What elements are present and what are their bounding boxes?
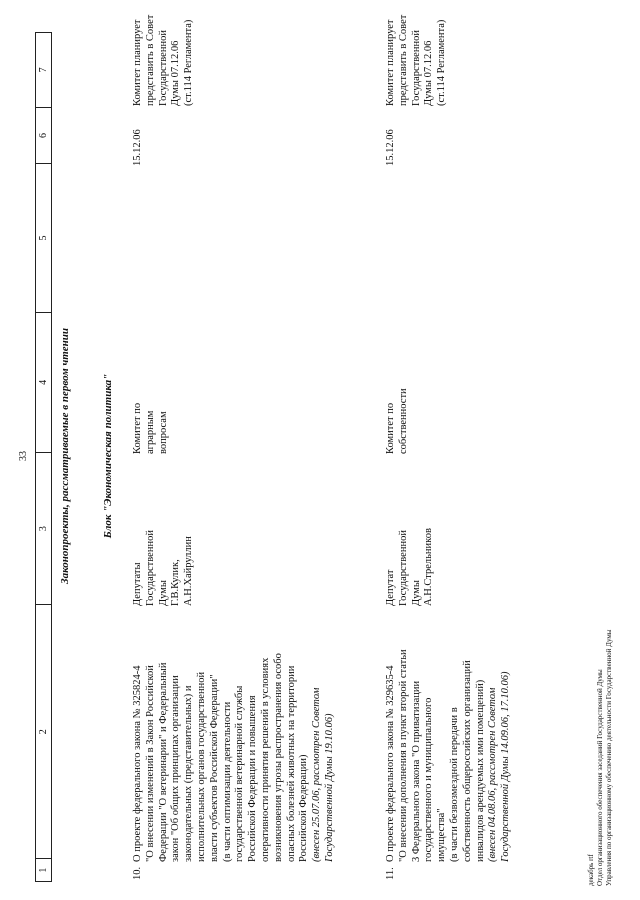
status-line: представить в Совет (144, 14, 156, 106)
column-number-row (35, 32, 52, 882)
bill-text-line: опасных болезней животных на территории (285, 665, 297, 862)
bill-note-line: (внесен 25.07.06, рассмотрен Советом (311, 687, 323, 862)
author-line: А.Н.Хайруллин (183, 536, 195, 606)
bill-text-line: государственной ветеринарной службы (234, 685, 246, 862)
committee (132, 314, 170, 454)
bill-text-line: власти субъектов Российской Федерации" (208, 674, 220, 862)
page-number: 33 (18, 451, 29, 461)
status-line: Комитет планирует (132, 19, 143, 106)
footer-line: декабрь rtf (587, 854, 595, 886)
bill-text-line: 3 Федерального закона "О приватизации (410, 680, 422, 862)
author-line: Депутаты (132, 562, 143, 606)
bill-text-line: "О внесении дополнения в пункт второй статьи (397, 649, 409, 862)
committee-line: Комитет по (385, 402, 396, 454)
bill-text-line: возникновения угрозы распространения особо (272, 653, 284, 862)
bill-text-line: закон "Об общих принципах организации (170, 675, 182, 862)
authors (385, 456, 436, 606)
status-line: представить в Совет (397, 14, 409, 106)
author-line: Думы (157, 580, 169, 606)
committee-line: вопросам (157, 411, 169, 454)
review-date: 15.12.06 (132, 129, 143, 166)
bill-text-line: (в части безвозмездной передачи в (448, 707, 460, 862)
review-date: 15.12.06 (385, 129, 396, 166)
committee-line: собственности (397, 388, 409, 454)
row-number: 11. (385, 867, 396, 880)
authors (132, 456, 196, 606)
status-line: Комитет планирует (385, 19, 396, 106)
bill-text-line: Российской Федерации) (298, 754, 310, 862)
author-line: Думы (410, 580, 422, 606)
column-number: 7 (38, 67, 49, 73)
bill-text-line: государственного и муниципального (423, 697, 435, 862)
committee-line: Комитет по (132, 402, 143, 454)
row-number: 10. (132, 866, 143, 880)
status-note (132, 14, 196, 106)
bill-note-line: (внесен 04.08.06, рассмотрен Советом (487, 687, 499, 862)
bill-description (385, 607, 513, 862)
bill-text-line: Федерации "О ветеринарии" и Федеральный (157, 662, 169, 862)
bill-text-line: имущества" (436, 808, 448, 862)
column-number: 2 (36, 604, 51, 858)
status-line: (ст.114 Регламента) (436, 19, 448, 106)
column-number: 3 (36, 452, 51, 604)
footer-line: Отдел организационного обеспечения заседаний Государственной Думы (596, 669, 604, 886)
committee-line: аграрным (144, 410, 156, 454)
bill-text-line: "О внесении изменений в Закон Российской (144, 665, 156, 862)
status-line: Государственной (157, 30, 169, 106)
bill-text-line: О проекте федерального закона № 329635-4 (385, 665, 396, 862)
committee (385, 314, 411, 454)
author-line: Депутат (385, 569, 396, 606)
status-line: (ст.114 Регламента) (183, 19, 195, 106)
bill-note-line: Государственной Думы 19.10.06) (323, 713, 335, 862)
status-line: Думы 07.12.06 (423, 40, 435, 106)
status-line: Государственной (410, 30, 422, 106)
column-number: 1 (36, 858, 51, 881)
author-line: Г.В.Кулик, (170, 559, 182, 606)
bill-description (132, 607, 337, 862)
author-line: Государственной (144, 530, 156, 606)
bill-text-line: инвалидов арендуемых ими помещений) (474, 679, 486, 862)
status-note (385, 14, 449, 106)
bill-text-line: (в части оптимизации деятельности (221, 701, 233, 862)
rotated-content (12, 14, 627, 886)
bill-text-line: исполнительных органов государственной (195, 671, 207, 862)
author-line: Государственной (397, 530, 409, 606)
column-number: 6 (36, 107, 51, 164)
column-number: 4 (36, 312, 51, 452)
author-line: А.Н.Стрельников (423, 528, 435, 606)
status-line: Думы 07.12.06 (170, 40, 182, 106)
bill-note-line: Государственной Думы 14.09.06, 17.10.06) (500, 671, 512, 862)
bill-text-line: Российской Федерации и повышения (247, 695, 259, 862)
bill-text-line: собственность общероссийских организаций (461, 660, 473, 862)
footer-line: Управления по организационному обеспечению деятельности Государственной Думы (605, 629, 613, 886)
column-number: 5 (36, 163, 51, 311)
section-title: Законопроекты, рассматриваемые в первом чтении (59, 328, 71, 584)
bill-text-line: оперативности принятия решений в условиях (259, 657, 271, 862)
footer (587, 630, 614, 886)
bill-text-line: законодательных (представительных) и (183, 685, 195, 862)
block-title: Блок "Экономическая политика" (102, 373, 114, 539)
bill-text-line: О проекте федерального закона № 325824-4 (132, 665, 143, 862)
